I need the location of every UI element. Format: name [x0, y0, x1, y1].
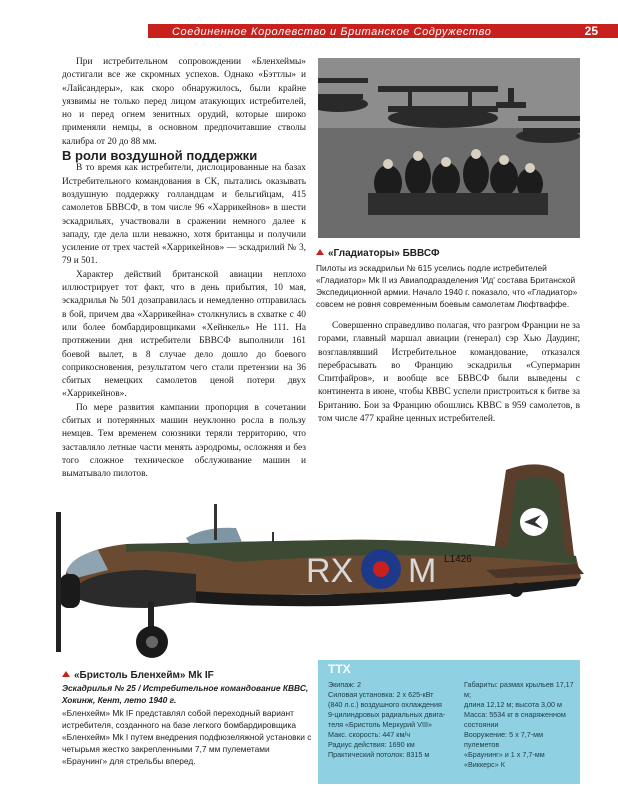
serial-number: L1426	[444, 554, 472, 565]
aircraft-caption-title-text: «Бристоль Бленхейм» Mk IF	[74, 670, 214, 681]
aircraft-caption-title	[62, 670, 312, 682]
spec-line: Габариты: размах крыльев 17,17 м;	[464, 680, 574, 699]
triangle-marker-icon	[316, 249, 324, 255]
photo-caption-title-text: «Гладиаторы» БВВСФ	[328, 248, 440, 259]
spec-line: теля «Бристоль Меркурий VIII»	[328, 720, 432, 729]
right-column	[318, 320, 580, 426]
spec-line: «Браунинг» и 1 х 7,7-мм	[464, 750, 545, 759]
photo-caption-title	[316, 248, 582, 260]
gladiators-photo	[318, 58, 580, 238]
spec-line: длина 12,12 м; высота 3,00 м	[464, 700, 562, 709]
aircraft-profile	[36, 452, 616, 668]
spec-line: Вооружение: 5 х 7,7-мм пулеметов	[464, 730, 544, 749]
page-header	[0, 0, 618, 40]
spec-line: Практический потолок: 8315 м	[328, 750, 430, 759]
section-title: В роли воздушной поддержки	[62, 148, 258, 164]
tail-wheel	[509, 583, 523, 597]
aircraft-caption-subtitle: Эскадрилья № 25 / Истребительное командование КВВС, Хокинж, Кент, лето 1940 г.	[62, 683, 309, 706]
spec-line: Макс. скорость: 447 км/ч	[328, 730, 411, 739]
specs-column-1	[328, 680, 460, 760]
spec-line: Масса: 5534 кг в снаряженном	[464, 710, 566, 719]
photo-caption-text: Пилоты из эскадрильи № 615 уселись подле истребителей «Гладиатор» Mk II из Авиаподразделения 'Ид' состава Британской Экспедиционной армии. Начало 1940 г. показало, что «Гладиатор» совсем не ровня современным боевым самолетам Люфтваффе.	[316, 263, 578, 309]
propeller	[56, 512, 61, 652]
blenheim-illustration	[36, 452, 616, 668]
squadron-code-left: RX	[306, 552, 354, 590]
spec-line: Экипаж: 2	[328, 680, 362, 689]
aircraft-caption-text: «Бленхейм» Mk IF представлял собой переходный вариант истребителя, созданного на базе легкого бомбардировщика «Бленхейм» Mk I путем внедрения подфюзеляжной установки с четырьмя жестко закрепленными 7,7 мм пулеметами «Браунинг» для стрельбы вперед.	[62, 707, 312, 767]
spec-line: 9-цилиндровых радиальных двига-	[328, 710, 446, 719]
squadron-code-right: M	[408, 552, 437, 590]
page-number: 25	[584, 24, 598, 38]
paragraph: По мере развития кампании пропорция в сочетании сбитых и потерянных машин неуклонно росла в пользу немцев. Тем временем союзники теряли территорию, что заставляло летные части менять аэродромы, осложняя и без того сложное техническое обслуживание машин и выматывало пилотов.	[62, 402, 306, 480]
spec-line: «Виккерс» К	[464, 760, 505, 769]
spec-line: (840 л.с.) воздушного охлаждения	[328, 700, 442, 709]
specs-column-2	[464, 680, 576, 770]
paragraph: Характер действий британской авиации неплохо иллюстрирует тот факт, что в день прибытия, 10 мая, эскадрилья № 501 дозаправилась и немедленно отправилась в бой, причем два «Харрикейна» столкнулись в схватке с 40 или более бомбардировщиками «Хейнкель» Не 111. На протяжении дня истребители БВВСФ выполнили 161 боевой вылет, в 8 случае дело дошло до боевого соприкосновения, результатом чего стали претензии на 36 сбитых немецких самолетов ценой потери двух «Харрикейнов».	[62, 269, 306, 400]
paragraph: При истребительном сопровождении «Бленхеймы» достигали все же скромных успехов. Однако «Бэттлы» и «Лайсандеры», как скоро обнаружилось, были крайне уязвимы не только перед лицом атакующих истребителей, но и перед огнем зенитных орудий, которые широко применяли немцы, в основном предпочитавшие стволы калибра от 20 до 88 мм.	[62, 57, 306, 147]
photo-caption	[316, 248, 582, 310]
left-column	[62, 56, 306, 482]
specs-box	[318, 660, 580, 784]
spec-line: Радиус действия: 1690 км	[328, 740, 415, 749]
specs-title: ТТХ	[328, 662, 351, 676]
spec-line: состоянии	[464, 720, 499, 729]
aircraft-caption	[62, 670, 312, 768]
header-title: Соединенное Королевство и Британское Содружество	[172, 26, 492, 38]
spec-line: Силовая установка: 2 х 625-кВт	[328, 690, 434, 699]
photo-illustration	[318, 58, 580, 238]
triangle-marker-icon	[62, 671, 70, 677]
paragraph: Совершенно справедливо полагая, что разгром Франции не за горами, главный маршал авиации (генерал) сэр Хью Даудинг, возглавлявший Истребительное командование, отказался перебрасывать во Францию эскадрилья «Супермарин Спитфайров», и вообще все БВВСФ были выведены с континента в июне, чтобы КВВС успели пристроиться к битве за Британию. Бои за Францию обошлись КВВС в 959 самолетов, в том числе 477 крайне ценных истребителей.	[318, 321, 580, 425]
paragraph: В то время как истребители, дислоцированные на базах Истребительного командования в СК, пытались оказывать воздушную поддержку голландцам и бельгийцам, 415 самолетов БВВСФ, в том числе 96 «Харрикейнов» в шести эскадрильях, участвовали в сражении немного далее к западу, где дела шли неважно, хотя британцы и получили усиление от трех частей «Харрикейнов» — эскадрилий № 3, 79 и 501.	[62, 163, 306, 267]
